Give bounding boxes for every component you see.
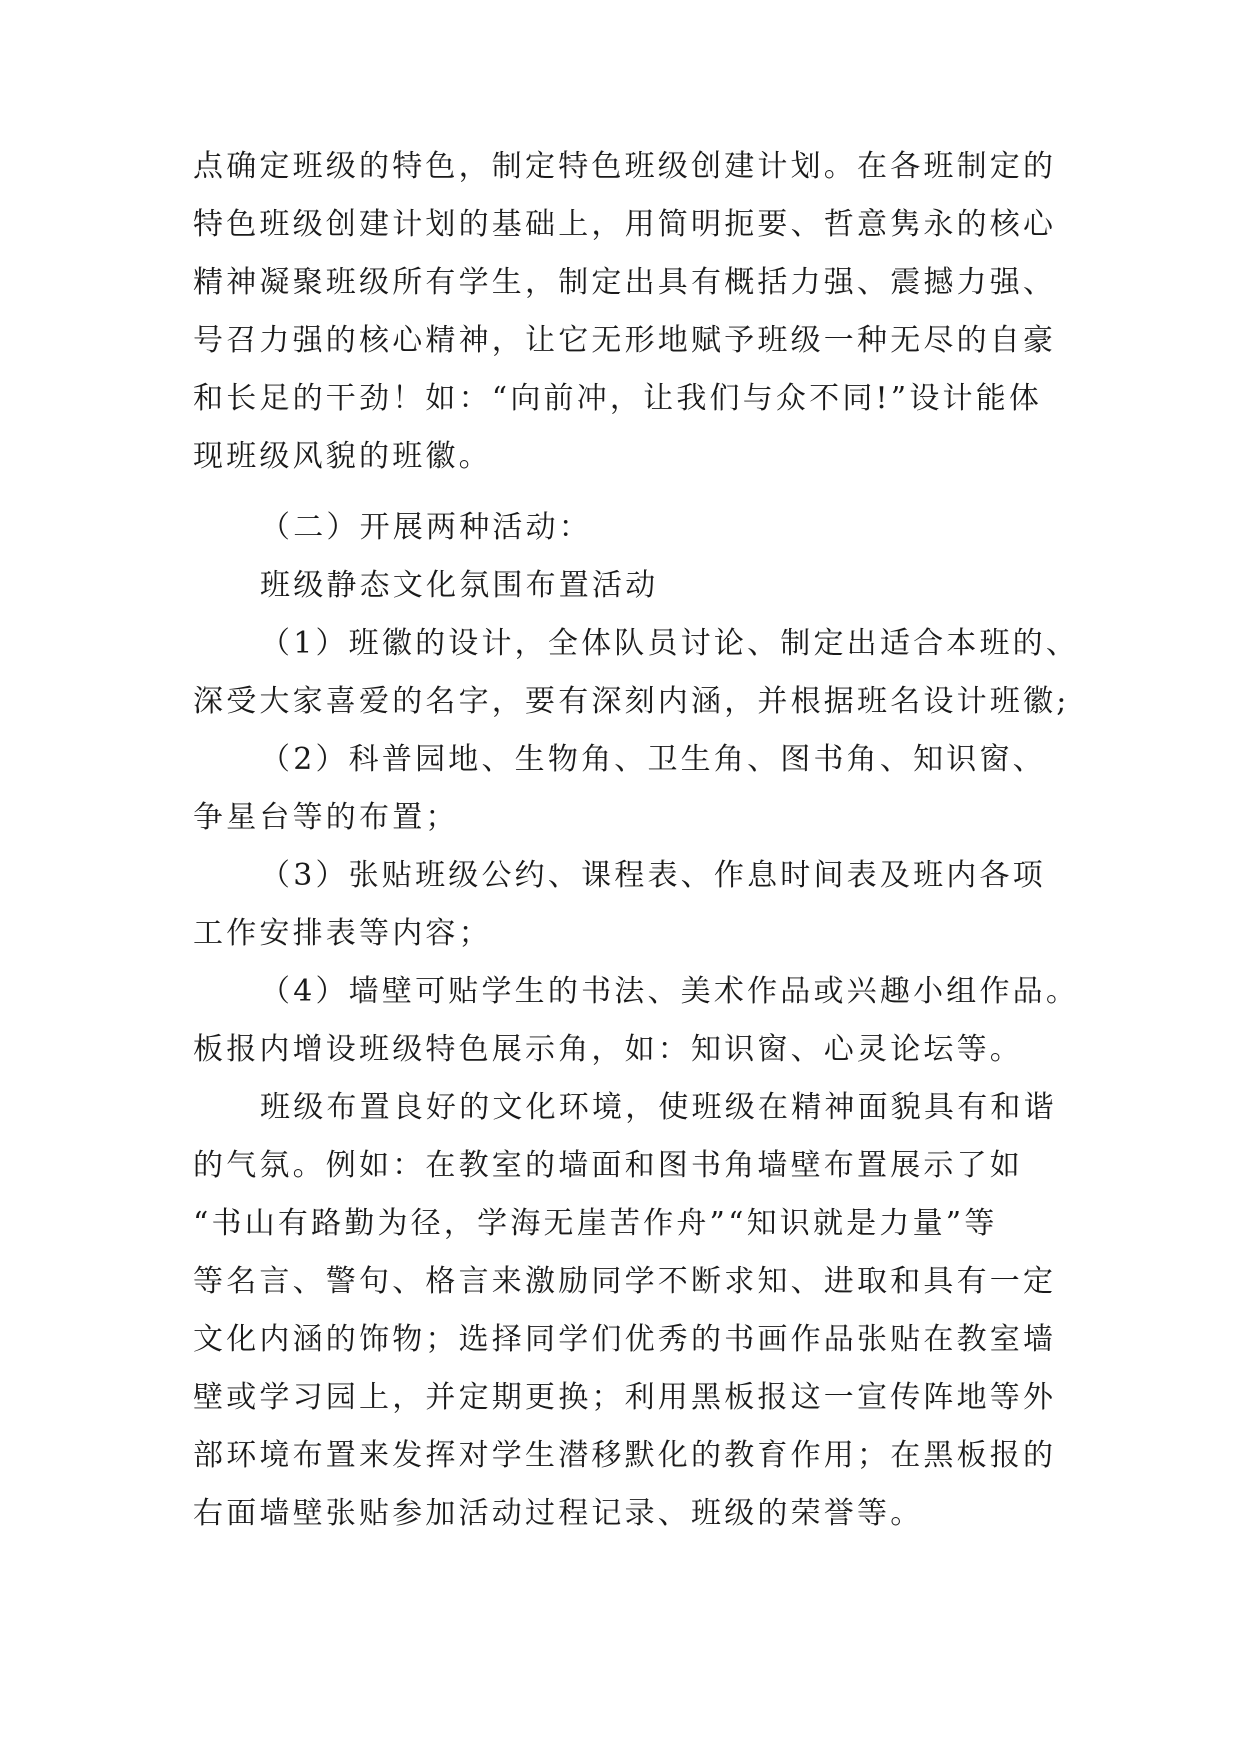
- paragraph-line: 工作安排表等内容；: [193, 916, 492, 951]
- paragraph-line: 深受大家喜爱的名字，要有深刻内涵，并根据班名设计班徽;: [193, 684, 1070, 719]
- paragraph-line: 右面墙壁张贴参加活动过程记录、班级的荣誉等。: [193, 1496, 924, 1531]
- paragraph-line: 部环境布置来发挥对学生潜移默化的教育作用；在黑板报的: [193, 1438, 1057, 1473]
- list-item: （4）墙壁可贴学生的书法、美术作品或兴趣小组作品。: [260, 974, 1080, 1009]
- paragraph-line: 特色班级创建计划的基础上，用简明扼要、哲意隽永的核心: [193, 207, 1057, 242]
- paragraph-line: 点确定班级的特色，制定特色班级创建计划。在各班制定的: [193, 149, 1057, 184]
- paragraph-line: 等名言、警句、格言来激励同学不断求知、进取和具有一定: [193, 1264, 1057, 1299]
- subsection-heading: 班级静态文化氛围布置活动: [260, 568, 659, 603]
- list-item: （1）班徽的设计，全体队员讨论、制定出适合本班的、: [260, 626, 1080, 661]
- paragraph-line: 板报内增设班级特色展示角，如：知识窗、心灵论坛等。: [193, 1032, 1023, 1067]
- paragraph-line: 现班级风貌的班徽。: [193, 439, 492, 474]
- paragraph-line: 壁或学习园上，并定期更换；利用黑板报这一宣传阵地等外: [193, 1380, 1057, 1415]
- paragraph-line: “书山有路勤为径，学海无崖苦作舟”“知识就是力量”等: [193, 1206, 998, 1241]
- paragraph-line: 号召力强的核心精神，让它无形地赋予班级一种无尽的自豪: [193, 323, 1057, 358]
- paragraph-line: 和长足的干劲！如：“向前冲，让我们与众不同!”设计能体: [193, 381, 1043, 416]
- section-heading: （二）开展两种活动：: [260, 510, 592, 545]
- paragraph-line: 精神凝聚班级所有学生，制定出具有概括力强、震撼力强、: [193, 265, 1057, 300]
- paragraph-line: 的气氛。例如：在教室的墙面和图书角墙壁布置展示了如: [193, 1148, 1023, 1183]
- paragraph-line: 争星台等的布置；: [193, 800, 459, 835]
- paragraph-line: 文化内涵的饰物；选择同学们优秀的书画作品张贴在教室墙: [193, 1322, 1057, 1357]
- list-item: （3）张贴班级公约、课程表、作息时间表及班内各项: [260, 858, 1046, 893]
- list-item: （2）科普园地、生物角、卫生角、图书角、知识窗、: [260, 742, 1046, 777]
- paragraph-line: 班级布置良好的文化环境，使班级在精神面貌具有和谐: [260, 1090, 1057, 1125]
